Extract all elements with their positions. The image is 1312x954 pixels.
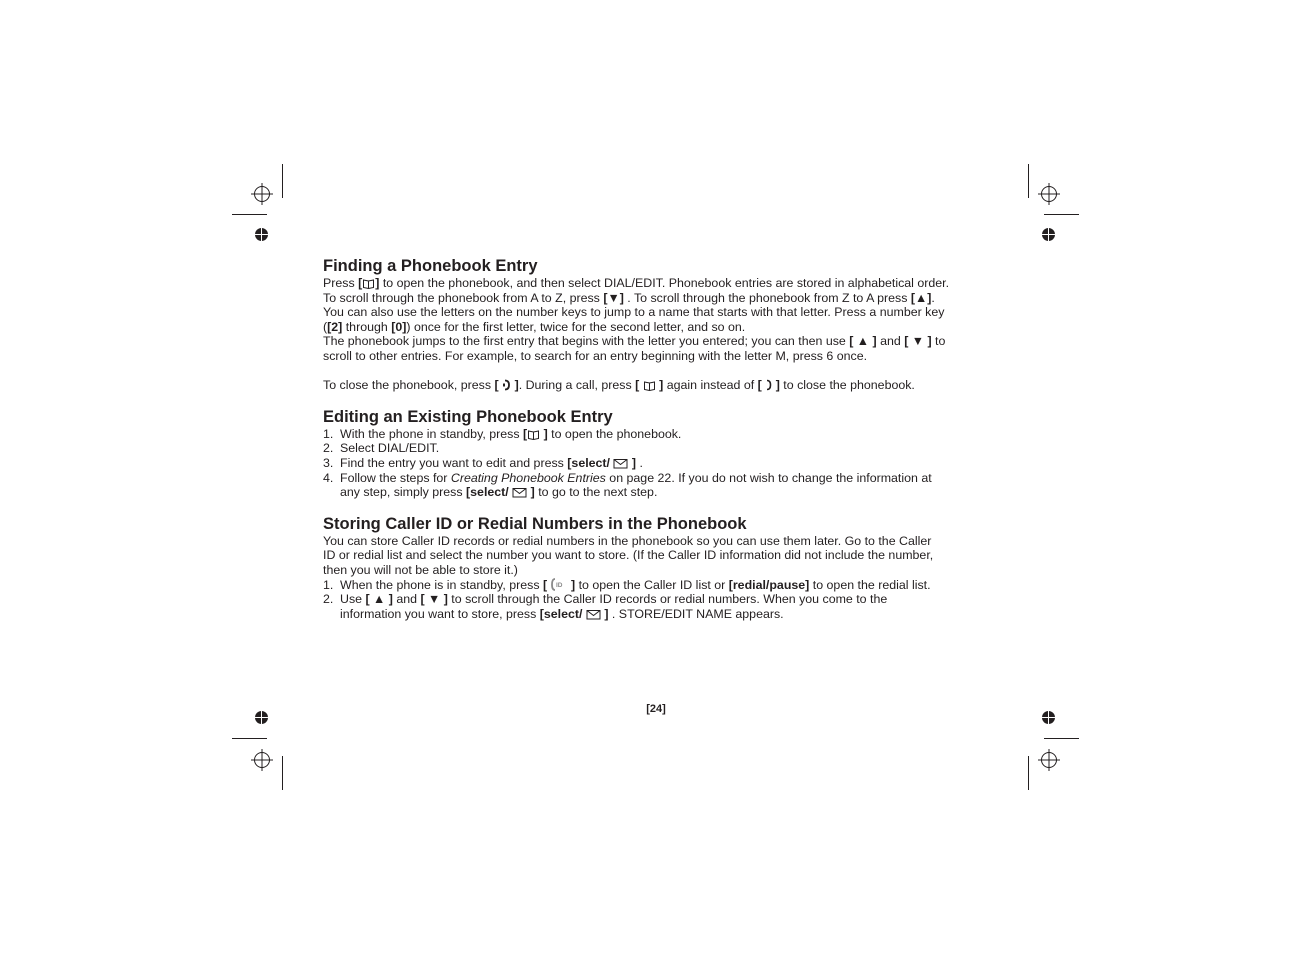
caller-id-icon [551,578,568,591]
page-number: [24] [646,703,666,715]
registration-target-icon [1038,183,1060,205]
crop-mark [1044,214,1079,215]
crop-mark [1028,164,1029,198]
paragraph: To scroll through the phonebook from A to Z, press [▼] . To scroll through the phonebook from Z to A press [▲]. [323,290,935,305]
steps-list [323,578,988,622]
envelope-icon [512,487,527,498]
envelope-icon [586,609,601,620]
list-item: 2. Select DIAL/EDIT. [323,441,440,456]
registration-target-icon [251,183,273,205]
crop-mark [1028,756,1029,790]
up-key: [ ▲ ] [365,592,393,607]
paragraph: You can also use the letters on the number keys to jump to a name that starts with that letter. Press a number key [323,305,945,320]
down-key: [ ▼ ] [420,592,448,607]
paragraph: To close the phonebook, press [ ]. During a call, press [ ] again instead of [ ] to close the phonebook. [323,378,915,393]
registration-dot-icon [255,228,268,241]
registration-dot-icon [1042,228,1055,241]
paragraph: You can store Caller ID records or redial numbers in the phonebook so you can use them later. Go to the Caller [323,533,932,548]
book-icon [643,380,656,391]
list-item: 1. When the phone is in standby, press [ ID ] to open the Caller ID list or [redial/pause] to open the redial list. [323,577,931,592]
crop-mark [232,214,267,215]
down-key: [▼] [603,290,624,305]
envelope-icon [613,458,628,469]
list-item: 3. Find the entry you want to edit and press [select/ ] . [323,455,643,470]
section-heading-storing: Storing Caller ID or Redial Numbers in the Phonebook [323,514,747,533]
end-call-icon [765,379,772,391]
book-icon [527,429,540,440]
manual-content [323,256,988,621]
crop-mark [282,756,283,790]
section-heading-finding: Finding a Phonebook Entry [323,257,538,275]
paragraph: The phonebook jumps to the first entry that begins with the letter you entered; you can then use [ ▲ ] and [ ▼ ] to [323,334,946,349]
book-icon [362,278,375,289]
paragraph: scroll to other entries. For example, to search for an entry beginning with the letter M, press 6 once. [323,348,868,363]
crop-mark [282,164,283,198]
list-item: 4. Follow the steps for Creating Phonebook Entries on page 22. If you do not wish to change the information at any step, simply press [select/ ] to go to the next step. [323,470,932,500]
svg-text:ID: ID [555,581,563,589]
registration-target-icon [251,749,273,771]
paragraph: then you will not be able to store it.) [323,562,518,577]
up-key: [ ▲ ] [849,334,877,349]
list-item: 1. With the phone in standby, press [ ] to open the phonebook. [323,426,682,441]
steps-list [323,427,988,500]
down-key: [ ▼ ] [904,334,932,349]
end-call-icon [502,379,511,391]
section-heading-editing: Editing an Existing Phonebook Entry [323,407,613,426]
paragraph: ID or redial list and select the number you want to store. (If the Caller ID information did not include the number, [323,548,934,563]
list-item: 2. Use [ ▲ ] and [ ▼ ] to scroll through the Caller ID records or redial numbers. When you come to the information you want to store, press [select/ ] . STORE/EDIT NAME appears. [323,592,888,621]
paragraph: Press [ ] to open the phonebook, and then select DIAL/EDIT. Phonebook entries are stored in alphabetical order. [323,276,950,290]
crop-mark [1044,738,1079,739]
paragraph: ([2] through [0]) once for the first letter, twice for the second letter, and so on. [323,319,746,334]
registration-target-icon [1038,749,1060,771]
crop-mark [232,738,267,739]
up-key: [▲] [910,290,932,305]
